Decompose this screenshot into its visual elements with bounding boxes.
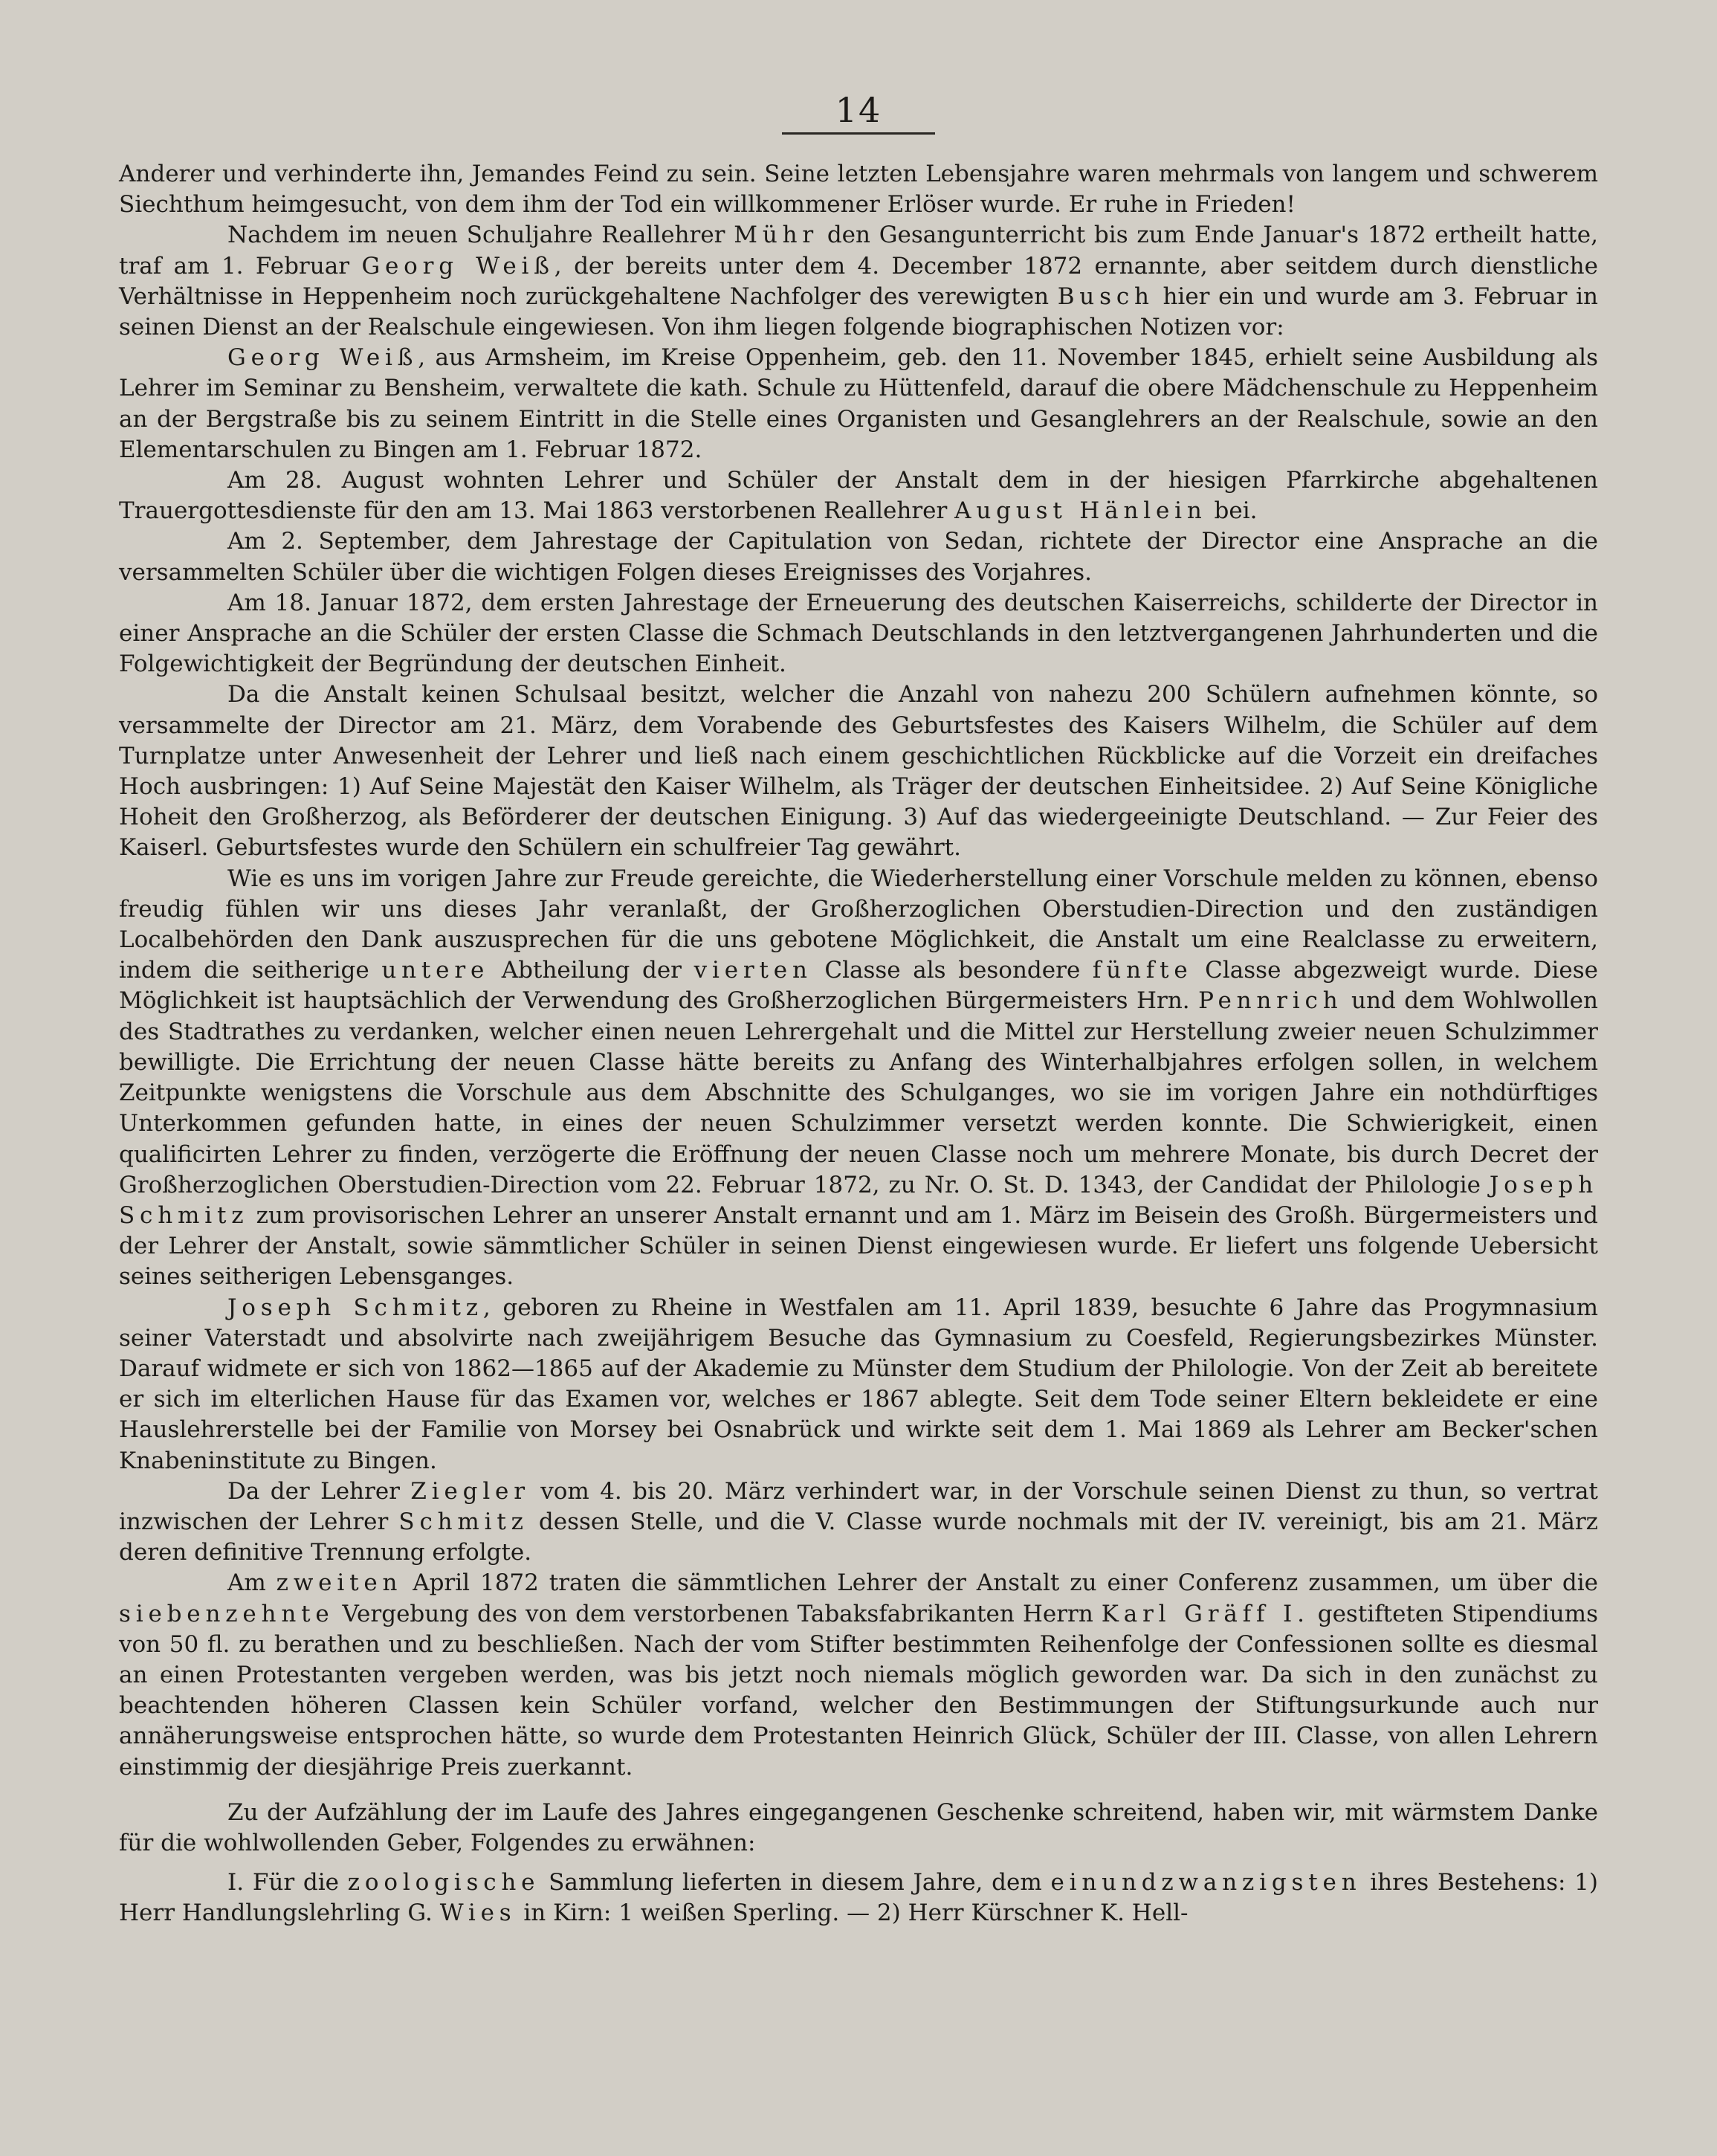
spaced-name-text: zoologische <box>347 1869 540 1897</box>
spaced-name-text: Joseph Schmitz <box>119 1171 1598 1229</box>
spaced-name-text: Busch <box>1057 283 1154 310</box>
spaced-name-text: Ziegler <box>410 1477 530 1505</box>
paragraph-p-haenlein <box>119 465 1598 526</box>
paragraph-text: , der bereits unter dem 4. December 1872 ernannte, aber seitdem durch dienstliche Verhältnisse in Heppenheim noch zurückgehaltene Nachfolger des verewigten <box>119 252 1598 310</box>
text-body <box>119 159 1598 1929</box>
paragraph-p-kaiserreich <box>119 588 1598 680</box>
paragraph-text: Am 2. September, dem Jahrestage der Capitulation von Sedan, richtete der Director eine Ansprache an die versammelten Schüler über die wichtigen Folgen dieses Ereignisses des Vorjahres. <box>119 528 1598 586</box>
spaced-name-text: Schmitz <box>398 1508 528 1535</box>
paragraph-p-sedan <box>119 526 1598 587</box>
paragraph-text: zum provisorischen Lehrer an unserer Anstalt ernannt und am 1. März im Beisein des Großh. Bürgermeisters und der Lehrer der Anstalt, sowie sämmtlicher Schüler in seinen Dienst eingewiesen wurde. Er liefert uns folgende Uebersicht seines seitherigen Lebensganges. <box>119 1201 1598 1291</box>
page-number: 14 <box>835 90 882 130</box>
paragraph-text: hier ein und wurde am 3. Februar in seinen Dienst an der Realschule eingewiesen. Von ihm liegen folgende biographischen Notizen vor: <box>119 283 1598 341</box>
paragraph-text: Wie es uns im vorigen Jahre zur Freude gereichte, die Wiederherstellung einer Vorschule melden zu können, ebenso freudig fühlen wir uns dieses Jahr veranlaßt, der Großherzoglichen Oberstudien-Direction und den zuständigen Localbehörden den Dank auszusprechen für die uns gebotene Möglichkeit, die Anstalt um eine Realclasse zu erweitern, indem die seitherige <box>119 865 1598 984</box>
paragraph-p-geburtsfest <box>119 680 1598 863</box>
paragraph-text: Classe als besondere <box>812 957 1093 984</box>
spaced-name-text: zweiten <box>276 1569 403 1597</box>
paragraph-p-vorschule <box>119 864 1598 1293</box>
spaced-name-text: vierten <box>693 957 812 984</box>
paragraph-text: Da der Lehrer <box>227 1477 411 1505</box>
paragraph-text: vom 4. bis 20. März verhindert war, in der Vorschule seinen Dienst zu thun, so vertrat inzwischen der Lehrer <box>119 1477 1598 1535</box>
paragraph-p-schmitz-bio <box>119 1293 1598 1476</box>
paragraph-text: Classe abgezweigt wurde. Diese Möglichkeit ist hauptsächlich der Verwendung des Großherzoglichen Bürgermeisters Hrn. <box>119 957 1598 1015</box>
paragraph-text: bei. <box>1206 497 1258 525</box>
spaced-name-text: untere <box>381 957 490 984</box>
paragraph-text: Am <box>227 1569 277 1597</box>
paragraph-p-zoologie <box>119 1868 1598 1929</box>
spaced-name-text: siebenzehnte <box>119 1600 334 1627</box>
spaced-name-text: Joseph Schmitz <box>227 1294 483 1321</box>
paragraph-p-weiss-bio <box>119 343 1598 465</box>
spaced-name-text: Wies <box>439 1900 517 1927</box>
paragraph-text: gestifteten Stipendiums von 50 fl. zu berathen und zu beschließen. Nach der vom Stifter bestimmten Reihenfolge der Confessionen sollte es diesmal an einen Protestanten vergeben werden, was bis jetzt noch niemals möglich geworden war. Da sich in den zunächst zu beachtenden höheren Classen kein Schüler vorfand, welcher den Bestimmungen der Stiftungsurkunde auch nur annäherungsweise entsprochen hätte, so wurde dem Protestanten Heinrich Glück, Schüler der III. Classe, von allen Lehrern einstimmig der diesjährige Preis zuerkannt. <box>119 1600 1598 1781</box>
paragraph-p-feind <box>119 159 1598 220</box>
paragraph-text: Nachdem im neuen Schuljahre Reallehrer <box>227 222 734 249</box>
paragraph-text: Sammlung lieferten in diesem Jahre, dem <box>540 1869 1051 1897</box>
paragraph-text: Anderer und verhinderte ihn, Jemandes Feind zu sein. Seine letzten Lebensjahre waren mehrmals von langem und schwerem Siechthum heimgesucht, von dem ihm der Tod ein willkommener Erlöser wurde. Er ruhe in Frieden! <box>119 161 1598 219</box>
spaced-name-text: Karl Gräff I. <box>1101 1600 1310 1627</box>
paragraph-text: in Kirn: 1 weißen Sperling. — 2) Herr Kürschner K. Hell- <box>516 1900 1189 1927</box>
spaced-name-text: Pennrich <box>1198 987 1343 1015</box>
spaced-name-text: fünfte <box>1092 957 1193 984</box>
paragraph-text: dessen Stelle, und die V. Classe wurde nochmals mit der IV. vereinigt, bis am 21. März deren definitive Trennung erfolgte. <box>119 1508 1598 1566</box>
paragraph-text: den Gesangunterricht bis zum Ende Januar's 1872 ertheilt hatte, traf am 1. Februar <box>119 222 1598 280</box>
paragraph-p-graeff <box>119 1568 1598 1782</box>
paragraph-text: , geboren zu Rheine in Westfalen am 11. April 1839, besuchte 6 Jahre das Progymnasium seiner Vaterstadt und absolvirte nach zweijährigem Besuche das Gymnasium zu Coesfeld, Regierungsbezirkes Münster. Darauf widmete er sich von 1862—1865 auf der Akademie zu Münster dem Studium der Philologie. Von der Zeit ab bereitete er sich im elterlichen Hause für das Examen vor, welches er 1867 ablegte. Seit dem Tode seiner Eltern bekleidete er eine Hauslehrerstelle bei der Familie von Morsey bei Osnabrück und wirkte seit dem 1. Mai 1869 als Lehrer am Becker'schen Knabeninstitute zu Bingen. <box>119 1294 1598 1474</box>
spaced-name-text: Georg Weiß <box>361 252 554 280</box>
paragraph-text: Am 18. Januar 1872, dem ersten Jahrestage der Erneuerung des deutschen Kaiserreichs, schilderte der Director in einer Ansprache an die Schüler der ersten Classe die Schmach Deutschlands in den letztvergangenen Jahrhunderten und die Folgewichtigkeit der Begründung der deutschen Einheit. <box>119 589 1598 678</box>
spaced-name-text: Mühr <box>734 222 819 249</box>
paragraph-text: Abtheilung der <box>489 957 694 984</box>
paragraph-text: Da die Anstalt keinen Schulsaal besitzt, welcher die Anzahl von nahezu 200 Schülern aufnehmen könnte, so versammelte der Director am 21. März, dem Vorabende des Geburtsfestes des Kaisers Wilhelm, die Schüler auf dem Turnplatze unter Anwesenheit der Lehrer und ließ nach einem geschichtlichen Rückblicke auf die Vorzeit ein dreifaches Hoch ausbringen: 1) Auf Seine Majestät den Kaiser Wilhelm, als Träger der deutschen Einheitsidee. 2) Auf Seine Königliche Hoheit den Großherzog, als Beförderer der deutschen Einigung. 3) Auf das wiedergeeinigte Deutschland. — Zur Feier des Kaiserl. Geburtsfestes wurde den Schülern ein schulfreier Tag gewährt. <box>119 681 1598 862</box>
paragraph-text: I. Für die <box>227 1869 348 1897</box>
paragraph-text: , aus Armsheim, im Kreise Oppenheim, geb. den 11. November 1845, erhielt seine Ausbildung als Lehrer im Seminar zu Bensheim, verwaltete die kath. Schule zu Hüttenfeld, darauf die obere Mädchenschule zu Heppenheim an der Bergstraße bis zu seinem Eintritt in die Stelle eines Organisten und Gesanglehrers an der Realschule, sowie an den Elementarschulen zu Bingen am 1. Februar 1872. <box>119 344 1599 463</box>
paragraph-p-weiss-intro <box>119 220 1598 343</box>
spaced-name-text: August Hänlein <box>954 497 1207 525</box>
paragraph-text: Vergebung des von dem verstorbenen Tabaksfabrikanten Herrn <box>334 1600 1102 1627</box>
spaced-name-text: Georg Weiß <box>227 344 418 372</box>
paragraph-p-ziegler <box>119 1476 1598 1569</box>
spaced-name-text: einundzwanzigsten <box>1050 1869 1362 1897</box>
paragraph-text: ihres Bestehens: 1) Herr Handlungslehrling G. <box>119 1869 1598 1927</box>
paragraph-p-geschenke <box>119 1798 1598 1859</box>
paragraph-text: Zu der Aufzählung der im Laufe des Jahres eingegangenen Geschenke schreitend, haben wir, mit wärmstem Danke für die wohlwollenden Geber, Folgendes zu erwähnen: <box>119 1798 1598 1856</box>
page-number-rule <box>782 132 935 135</box>
paragraph-text: Am 28. August wohnten Lehrer und Schüler der Anstalt dem in der hiesigen Pfarrkirche abgehaltenen Trauergottesdienste für den am 13. Mai 1863 verstorbenen Reallehrer <box>119 467 1598 525</box>
paragraph-text: April 1872 traten die sämmtlichen Lehrer der Anstalt zu einer Conferenz zusammen, um über die <box>402 1569 1598 1597</box>
paragraph-text: und dem Wohlwollen des Stadtrathes zu verdanken, welcher einen neuen Lehrergehalt und die Mittel zur Herstellung zweier neuen Schulzimmer bewilligte. Die Errichtung der neuen Classe hätte bereits zu Anfang des Winterhalbjahres erfolgen sollen, in welchem Zeitpunkte wenigstens die Vorschule aus dem Abschnitte des Schulganges, wo sie im vorigen Jahre ein nothdürftiges Unterkommen gefunden hatte, in eines der neuen Schulzimmer versetzt werden konnte. Die Schwierigkeit, einen qualificirten Lehrer zu finden, verzögerte die Eröffnung der neuen Classe noch um mehrere Monate, bis durch Decret der Großherzoglichen Oberstudien-Direction vom 22. Februar 1872, zu Nr. O. St. D. 1343, der Candidat der Philologie <box>119 987 1598 1198</box>
